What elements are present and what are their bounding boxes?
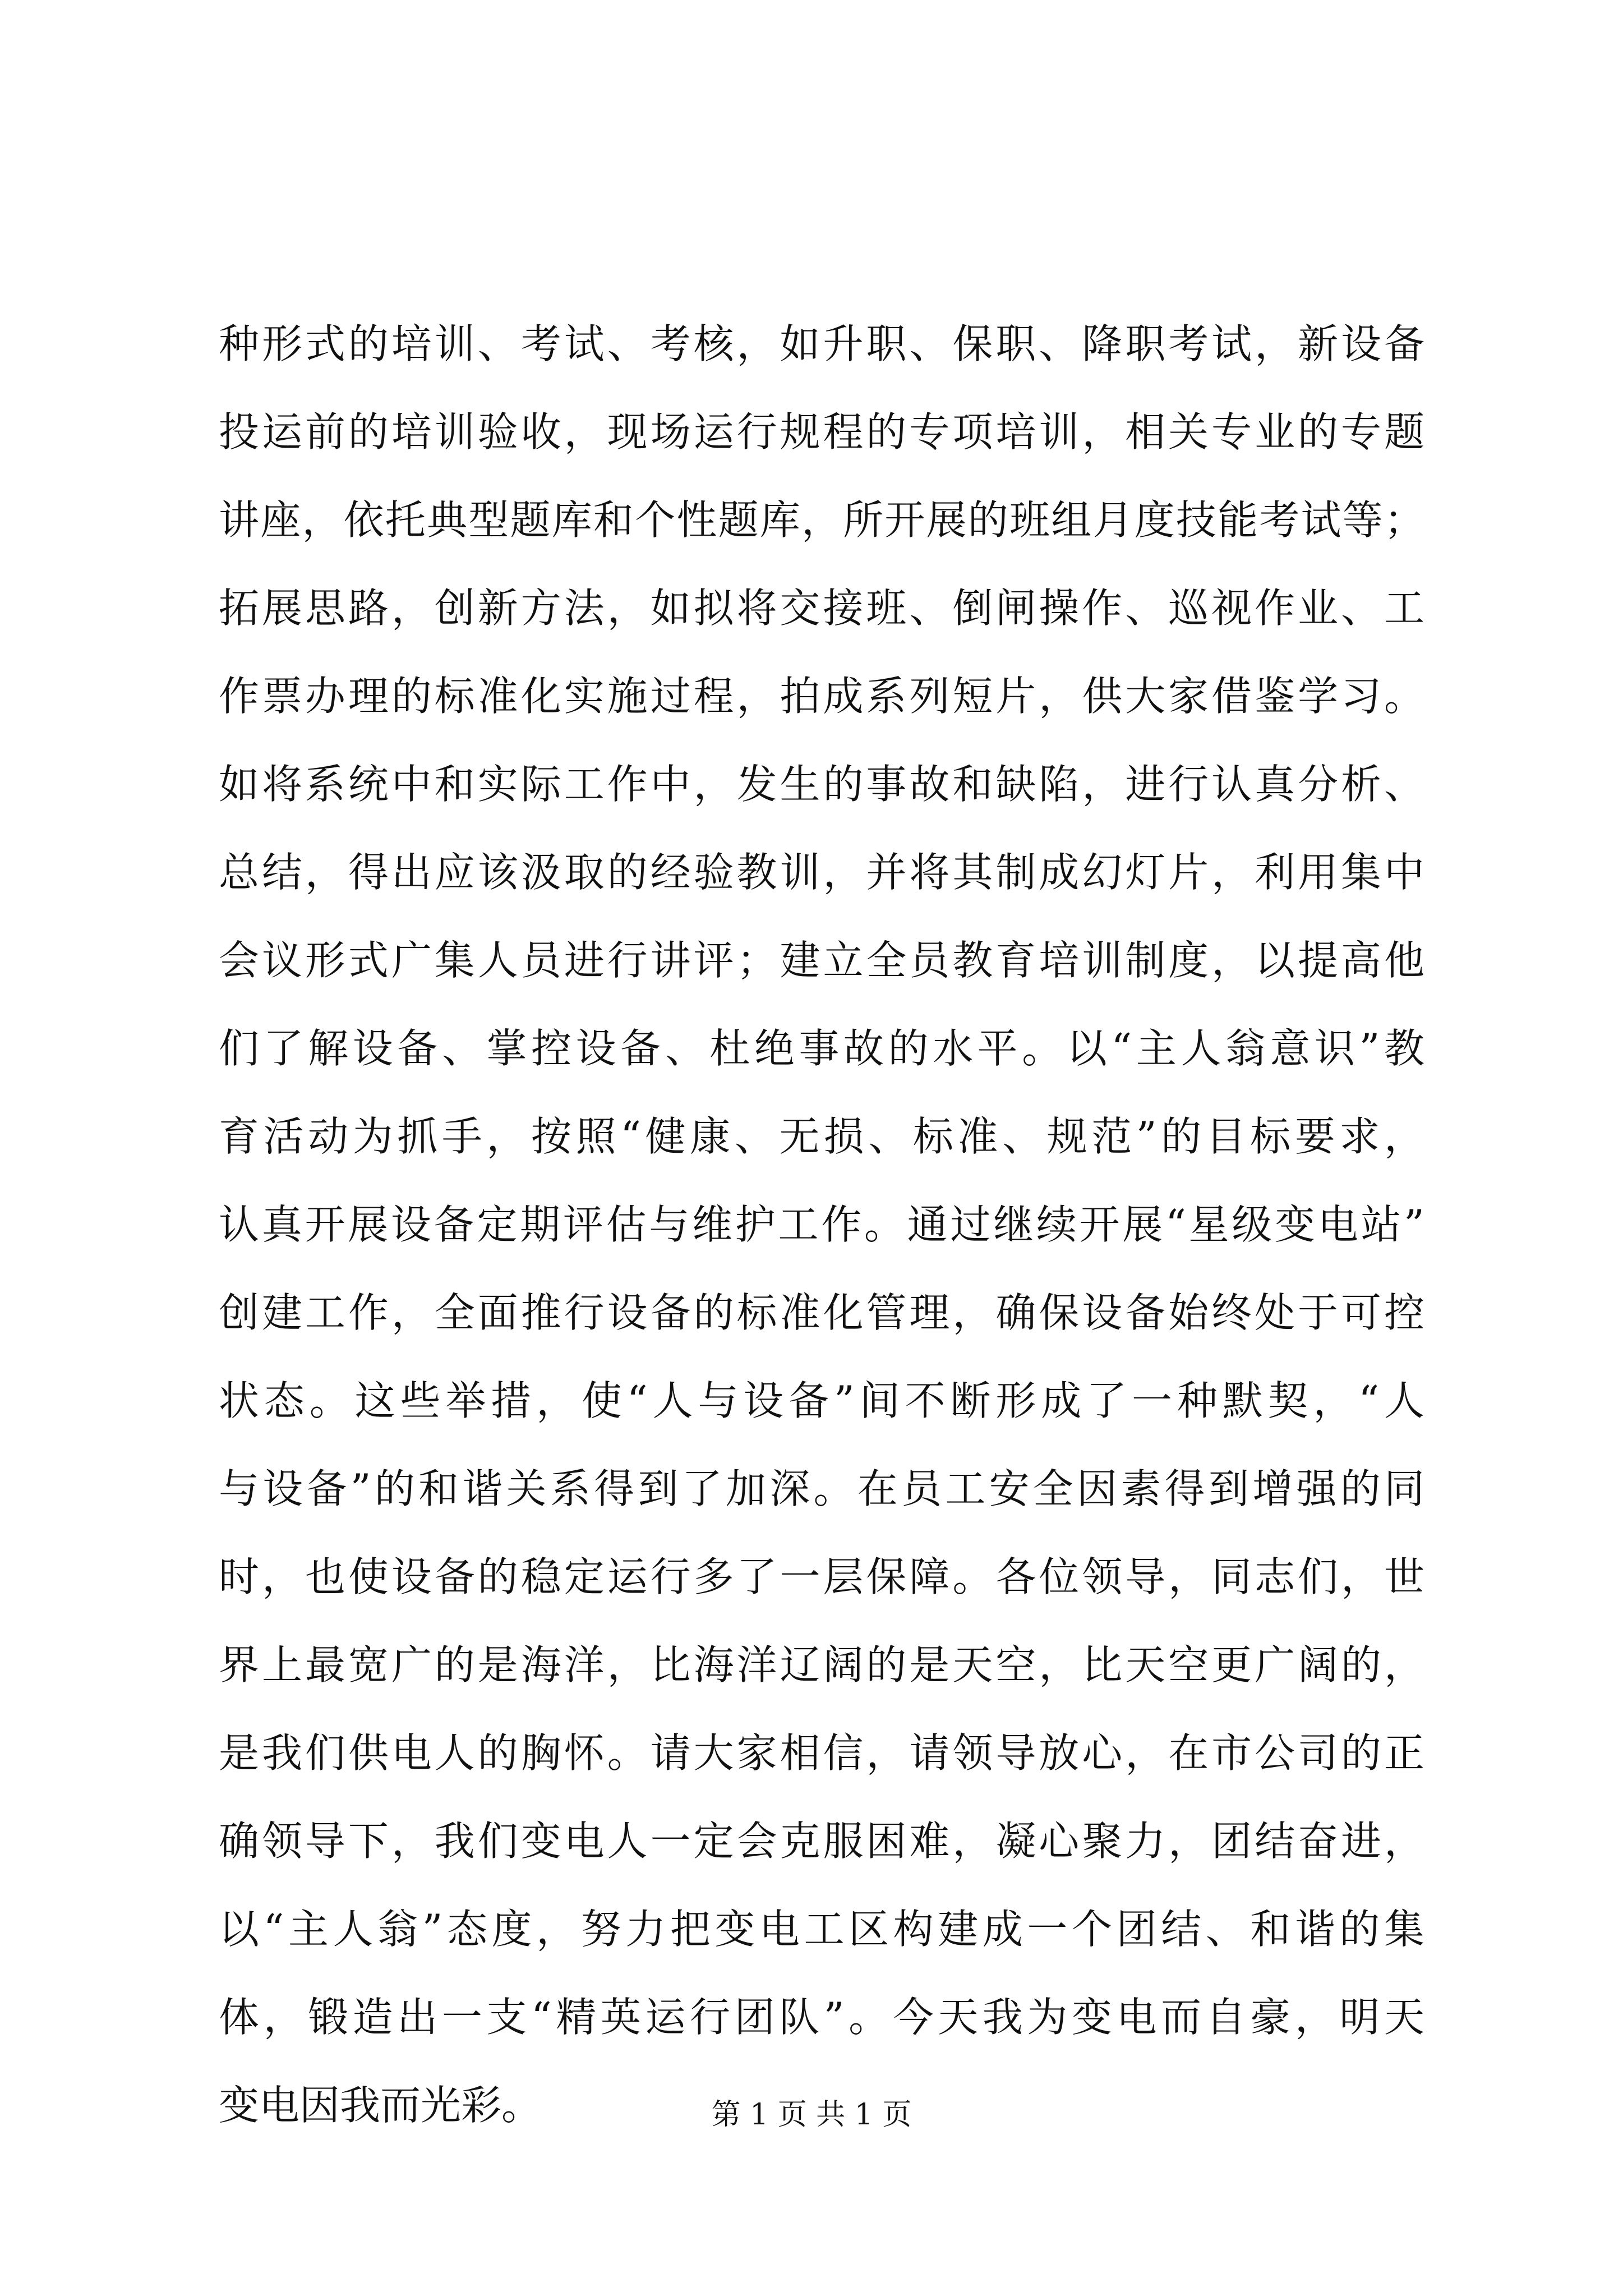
text-line: 会议形式广集人员进行讲评；建立全员教育培训制度，以提高他 <box>219 937 1424 984</box>
text-line: 以“主人翁”态度，努力把变电工区构建成一个团结、和谐的集 <box>219 1906 1424 1953</box>
text-line: 拓展思路，创新方法，如拟将交接班、倒闸操作、巡视作业、工 <box>219 585 1424 632</box>
text-line: 们了解设备、掌控设备、杜绝事故的水平。以“主人翁意识”教 <box>219 1025 1424 1072</box>
page-footer: 第 1 页 共 1 页 <box>711 2098 912 2132</box>
text-line: 体，锻造出一支“精英运行团队”。今天我为变电而自豪，明天 <box>219 1994 1424 2041</box>
text-line: 认真开展设备定期评估与维护工作。通过继续开展“星级变电站” <box>219 1201 1424 1248</box>
text-line: 如将系统中和实际工作中，发生的事故和缺陷，进行认真分析、 <box>219 761 1424 808</box>
text-line: 变电因我而光彩。 <box>219 2082 542 2129</box>
text-line: 投运前的培训验收，现场运行规程的专项培训，相关专业的专题 <box>219 408 1424 455</box>
text-line: 与设备”的和谐关系得到了加深。在员工安全因素得到增强的同 <box>219 1465 1424 1512</box>
text-line: 创建工作，全面推行设备的标准化管理，确保设备始终处于可控 <box>219 1289 1424 1336</box>
text-line: 确领导下，我们变电人一定会克服困难，凝心聚力，团结奋进， <box>219 1818 1424 1865</box>
text-line: 是我们供电人的胸怀。请大家相信，请领导放心，在市公司的正 <box>219 1729 1424 1777</box>
text-line: 状态。这些举措，使“人与设备”间不断形成了一种默契，“人 <box>219 1377 1424 1424</box>
text-line: 界上最宽广的是海洋，比海洋辽阔的是天空，比天空更广阔的， <box>219 1641 1424 1688</box>
text-line: 种形式的培训、考试、考核，如升职、保职、降职考试，新设备 <box>219 320 1424 367</box>
body-text <box>219 300 1424 2150</box>
text-line: 时，也使设备的稳定运行多了一层保障。各位领导，同志们，世 <box>219 1553 1424 1600</box>
text-line: 育活动为抓手，按照“健康、无损、标准、规范”的目标要求， <box>219 1113 1424 1160</box>
text-line: 总结，得出应该汲取的经验教训，并将其制成幻灯片，利用集中 <box>219 849 1424 896</box>
text-line: 讲座，依托典型题库和个性题库，所开展的班组月度技能考试等； <box>219 496 1424 544</box>
text-line: 作票办理的标准化实施过程，拍成系列短片，供大家借鉴学习。 <box>219 673 1424 720</box>
